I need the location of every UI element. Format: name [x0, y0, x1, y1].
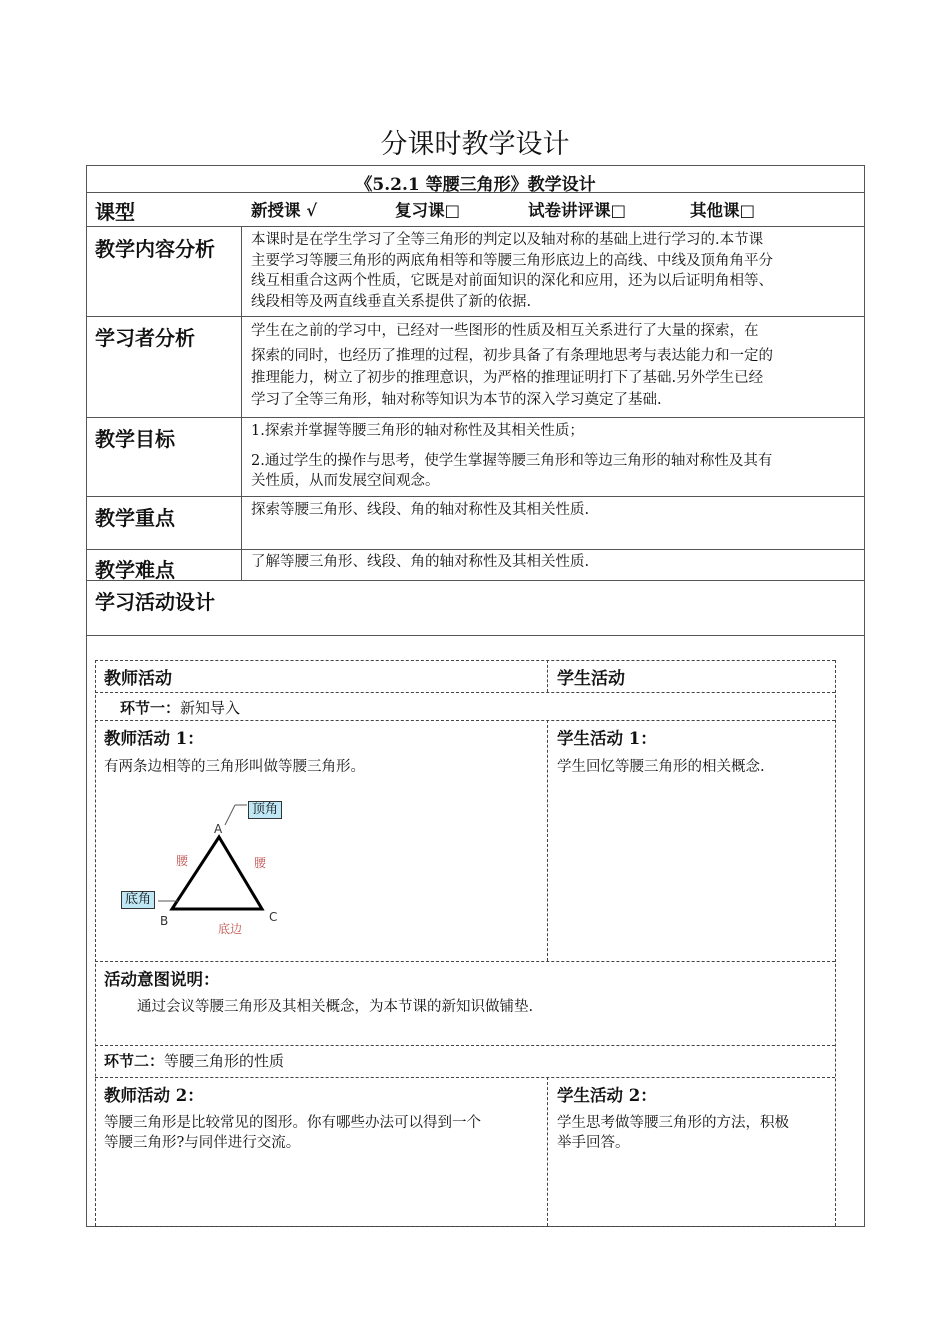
dashed-rule [95, 720, 835, 721]
base-label: 底边 [218, 922, 243, 936]
student-activity-2-line-2: 举手回答。 [557, 1135, 630, 1151]
teacher-column-header: 教师活动 [104, 669, 172, 689]
apex-pointer [225, 805, 235, 825]
dashed-rule [95, 1226, 835, 1227]
intent-text: 通过会议等腰三角形及其相关概念，为本节课的新知识做铺垫. [137, 999, 534, 1015]
learner-analysis-text [251, 320, 773, 411]
student-column-header: 学生活动 [557, 669, 625, 689]
section-2-text: 等腰三角形的性质 [164, 1052, 285, 1070]
text-line: 本课时是在学生学习了全等三角形的判定以及轴对称的基础上进行学习的.本节课 [251, 232, 764, 248]
course-type-exam-review[interactable]: 试卷讲评课□ [528, 201, 627, 220]
section-1-label: 环节一： [120, 699, 181, 717]
teacher-activity-2-label: 教师活动 2： [104, 1086, 204, 1105]
dashed-rule [547, 720, 548, 961]
course-type-label: 课型 [95, 200, 135, 224]
row-divider [86, 496, 865, 497]
text-line: 学习了全等三角形，轴对称等知识为本节的深入学习奠定了基础. [251, 392, 662, 408]
course-type-new[interactable]: 新授课 √ [251, 201, 318, 220]
goals-line-1: 1.探索并掌握等腰三角形的轴对称性及其相关性质； [251, 423, 584, 439]
difficulties-label: 教学难点 [95, 558, 175, 582]
dashed-rule [95, 961, 835, 962]
text-line: 推理能力，树立了初步的推理意识，为严格的推理证明打下了基础.另外学生已经 [251, 370, 764, 386]
difficulties-text: 了解等腰三角形、线段、角的轴对称性及其相关性质. [251, 554, 590, 570]
teacher-activity-2-line-2: 等腰三角形?与同伴进行交流。 [104, 1135, 301, 1151]
goals-label: 教学目标 [95, 427, 175, 451]
page-title: 分课时教学设计 [380, 129, 570, 160]
course-type-other[interactable]: 其他课□ [690, 201, 756, 220]
column-divider [241, 226, 242, 580]
course-type-review[interactable]: 复习课□ [395, 201, 461, 220]
dashed-rule [95, 660, 96, 1226]
row-divider [86, 226, 865, 227]
section-2 [104, 1050, 284, 1071]
activity-design-label: 学习活动设计 [95, 590, 215, 614]
text-line: 学生在之前的学习中，已经对一些图形的性质及相互关系进行了大量的探索，在 [251, 323, 759, 339]
dashed-rule [547, 660, 548, 692]
row-divider [86, 635, 865, 636]
text-line: 线互相重合这两个性质，它既是对前面知识的深化和应用，还为以后证明角相等、 [251, 273, 773, 289]
row-divider [86, 417, 865, 418]
text-line: 探索的同时，也经历了推理的过程，初步具备了有条理地思考与表达能力和一定的 [251, 348, 773, 364]
triangle-shape [172, 837, 262, 909]
key-points-text: 探索等腰三角形、线段、角的轴对称性及其相关性质. [251, 502, 590, 518]
section-1-text: 新知导入 [180, 699, 241, 717]
dashed-rule [835, 660, 836, 1226]
student-activity-1-label: 学生活动 1： [557, 729, 657, 748]
row-divider [86, 549, 865, 550]
goals-line-2b: 关性质，从而发展空间观念。 [251, 473, 440, 489]
goals-line-2a: 2.通过学生的操作与思考，使学生掌握等腰三角形和等边三角形的轴对称性及其有 [251, 453, 773, 469]
dashed-rule [547, 1077, 548, 1226]
design-title: 《5.2.1 等腰三角形》教学设计 [355, 175, 596, 195]
section-2-label: 环节二： [104, 1052, 165, 1070]
apex-angle-label: 顶角 [248, 801, 282, 819]
row-divider [86, 580, 865, 581]
teacher-activity-1-label: 教师活动 1： [104, 729, 204, 748]
vertex-c: C [269, 910, 278, 924]
leg-left-label: 腰 [176, 854, 189, 868]
teacher-activity-1-text: 有两条边相等的三角形叫做等腰三角形。 [104, 759, 365, 775]
row-divider [86, 316, 865, 317]
learner-analysis-label: 学习者分析 [95, 326, 195, 350]
content-analysis-label: 教学内容分析 [95, 237, 215, 261]
base-angle-label: 底角 [121, 891, 155, 909]
student-activity-1-text: 学生回忆等腰三角形的相关概念. [557, 759, 765, 775]
section-1 [120, 697, 240, 718]
dashed-rule [95, 660, 835, 661]
key-points-label: 教学重点 [95, 506, 175, 530]
text-line: 线段相等及两直线垂直关系提供了新的依据. [251, 293, 532, 310]
dashed-rule [95, 1077, 835, 1078]
content-analysis-text [251, 230, 773, 312]
student-activity-2-label: 学生活动 2： [557, 1086, 657, 1105]
teacher-activity-2-line-1: 等腰三角形是比较常见的图形。你有哪些办法可以得到一个 [104, 1115, 481, 1131]
text-line: 主要学习等腰三角形的两底角相等和等腰三角形底边上的高线、中线及顶角角平分 [251, 252, 773, 269]
student-activity-2-line-1: 学生思考做等腰三角形的方法，积极 [557, 1115, 789, 1131]
intent-label: 活动意图说明： [104, 970, 220, 989]
leg-right-label: 腰 [254, 856, 267, 870]
vertex-b: B [160, 914, 169, 928]
dashed-rule [95, 1045, 835, 1046]
dashed-rule [95, 692, 835, 693]
vertex-a: A [214, 822, 223, 836]
